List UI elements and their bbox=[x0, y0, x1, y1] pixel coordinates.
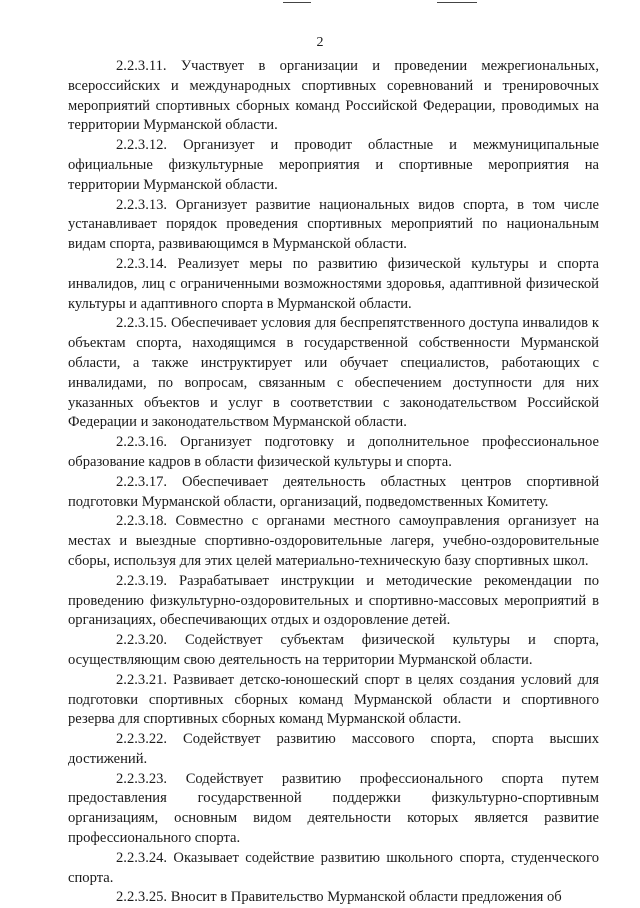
paragraph-text: Реализует меры по развитию физической культуры и спорта инвалидов, лиц с ограниченными возможностями здоровья, адаптивной физической культуры и адаптивного спорта в Мурманской области. bbox=[68, 255, 599, 312]
paragraph-number: 2.2.3.25. bbox=[116, 889, 168, 906]
paragraph-text: Содействует развитию массового спорта, спорта высших достижений. bbox=[68, 731, 599, 767]
paragraph-number: 2.2.3.15. bbox=[116, 315, 168, 332]
paragraph bbox=[68, 730, 599, 770]
paragraph-number: 2.2.3.23. bbox=[116, 770, 168, 787]
paragraph bbox=[68, 136, 599, 195]
paragraph bbox=[68, 671, 599, 730]
paragraph bbox=[68, 314, 599, 433]
paragraph-text: Вносит в Правительство Мурманской области предложения об bbox=[170, 889, 562, 906]
paragraph-number: 2.2.3.21. bbox=[116, 671, 168, 688]
paragraph bbox=[68, 849, 599, 889]
document-body bbox=[68, 57, 599, 908]
paragraph-text: Оказывает содействие развитию школьного спорта, студенческого спорта. bbox=[68, 849, 599, 886]
paragraph-text: Разрабатывает инструкции и методические рекомендации по проведению физкультурно-оздоровительных и спортивно-массовых мероприятий в организациях, обеспечивающих отдых и оздоровление детей. bbox=[68, 572, 599, 629]
paragraph bbox=[68, 433, 599, 473]
paragraph-text: Совместно с органами местного самоуправления организует на местах и выездные спортивно-оздоровительные лагеря, учебно-оздоровительные сборы, используя для этих целей материально-техническую базу спортивных школ. bbox=[68, 513, 599, 569]
page-number: 2 bbox=[316, 35, 324, 50]
scan-top-marks bbox=[0, 0, 640, 6]
paragraph bbox=[68, 473, 599, 513]
paragraph-text: Содействует развитию профессионального спорта путем предоставления государственной поддержки физкультурно-спортивным организациям, основным видом деятельности которых является развитие профессионального спорта. bbox=[68, 770, 600, 847]
paragraph-number: 2.2.3.13. bbox=[116, 196, 168, 213]
paragraph-text: Организует подготовку и дополнительное профессиональное образование кадров в области физической культуры и спорта. bbox=[68, 434, 600, 470]
paragraph-number: 2.2.3.20. bbox=[116, 632, 168, 649]
paragraph-number: 2.2.3.19. bbox=[116, 572, 168, 589]
paragraph bbox=[68, 512, 599, 571]
paragraph-text: Участвует в организации и проведении межрегиональных, всероссийских и международных спортивных соревнований и тренировочных мероприятий спортивных сборных команд Российской Федерации, проводимых на территории Мурманской области. bbox=[68, 58, 599, 134]
paragraph-text: Обеспечивает условия для беспрепятственного доступа инвалидов к объектам спорта, находящимся в государственной собственности Мурманской области, а также инструктирует или обучает специалистов, работающих с инвалидами, по вопросам, связанным с обеспечением доступности для них указанных объектов и услуг в соответствии с законодательством Российской Федерации и законодательством Мурманской области. bbox=[68, 315, 599, 431]
paragraph-number: 2.2.3.11. bbox=[116, 58, 167, 74]
paragraph-number: 2.2.3.22. bbox=[116, 731, 168, 748]
paragraph-text: Содействует субъектам физической культуры и спорта, осуществляющим свою деятельность на территории Мурманской области. bbox=[68, 632, 599, 668]
paragraph-number: 2.2.3.14. bbox=[116, 255, 168, 272]
paragraph-number: 2.2.3.16. bbox=[116, 434, 168, 451]
paragraph-text: Организует и проводит областные и межмуниципальные официальные физкультурные мероприятия и спортивные мероприятия на территории Мурманской области. bbox=[68, 137, 599, 193]
paragraph-text: Организует развитие национальных видов спорта, в том числе устанавливает порядок проведения спортивных мероприятий по национальным видам спорта, развивающимся в Мурманской области. bbox=[68, 196, 599, 253]
paragraph-number: 2.2.3.18. bbox=[116, 513, 168, 530]
paragraph-number: 2.2.3.17. bbox=[116, 473, 168, 490]
paragraph bbox=[68, 572, 599, 631]
paragraph-number: 2.2.3.12. bbox=[116, 137, 168, 154]
paragraph-text: Обеспечивает деятельность областных центров спортивной подготовки Мурманской области, организаций, подведомственных Комитету. bbox=[68, 473, 599, 510]
paragraph bbox=[68, 196, 599, 255]
paragraph bbox=[68, 57, 599, 136]
paragraph bbox=[68, 888, 599, 908]
paragraph-number: 2.2.3.24. bbox=[116, 849, 168, 866]
paragraph bbox=[68, 770, 599, 849]
paragraph-text: Развивает детско-юношеский спорт в целях создания условий для подготовки спортивных сборных команд Мурманской области и спортивного резерва для спортивных сборных команд Мурманской области. bbox=[68, 671, 599, 728]
paragraph bbox=[68, 631, 599, 671]
paragraph bbox=[68, 255, 599, 314]
